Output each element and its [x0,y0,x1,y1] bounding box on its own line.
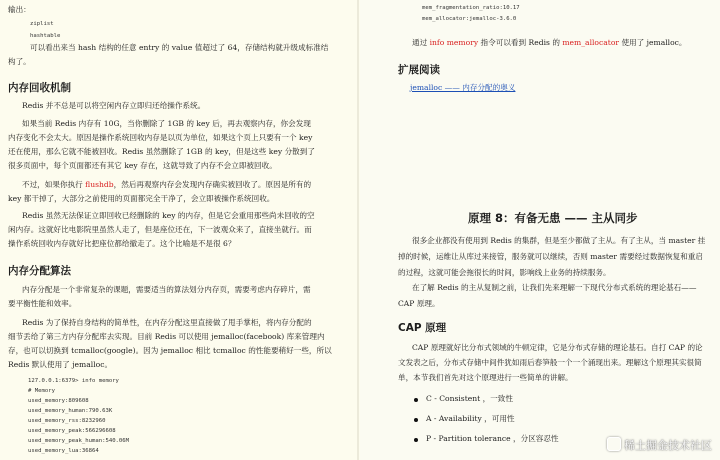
list-item: C - Consistent ，一致性 [426,394,513,403]
code-line: ziplist [30,21,54,27]
paragraph-line: 文发表之后，分布式存储中间件犹如雨后春笋般一个一个涌现出来。理解这个原理其实很简 [398,358,702,367]
bullet-dot [414,418,418,422]
paragraph-line: 还在使用，那么它就不能被回收。Redis 虽然删除了 1GB 的 key，但是这些 key 分散到了 [8,147,315,156]
info-memory-highlight: info memory [429,38,479,47]
principle-title: 原理 8：有备无患 —— 主从同步 [468,211,638,225]
bullet-dot [414,438,418,442]
paragraph-line: Redis 默认使用了 jemalloc。 [8,360,113,369]
left-page [0,0,356,460]
paragraph-line: Redis 并不总是可以将空闲内存立即归还给操作系统。 [22,101,206,110]
watermark-logo-icon [607,437,621,451]
watermark-text: 稀土掘金技术社区 [624,439,712,452]
paragraph-line: 闲内存。这就好比电影院里虽然人走了，但是座位还在，下一波观众来了，直接坐就行。而 [8,225,312,234]
section-title-memory-reclaim: 内存回收机制 [8,82,71,94]
code-line: used_memory_peak:566296608 [28,428,116,434]
code-line: mem_fragmentation_ratio:10.17 [422,5,520,11]
paragraph-line: 的过程，这就可能会拖很长的时间，影响线上业务的持续服务。 [398,268,611,277]
paragraph-line: 要平衡性能和效率。 [8,299,77,308]
paragraph-line: 细节丢给了第三方内存分配库去实现。目前 Redis 可以使用 jemalloc(facebook) 库来管理内 [8,332,325,341]
code-line: used_memory_lua:36864 [28,448,99,454]
paragraph-line: 不过，如果你执行 flushdb，然后再观察内存会发现内存确实被回收了。原因是所有的 [22,180,312,189]
code-line: used_memory:809608 [28,398,89,404]
paragraph-line: 内存分配是一个非常复杂的课题，需要适当的算法划分内存页，需要考虑内存碎片，需 [22,285,311,294]
paragraph-line: 通过 info memory 指令可以看到 Redis 的 mem_allocator 使用了 jemalloc。 [412,38,687,47]
code-line: used_memory_rss:8232960 [28,418,106,424]
code-line: hashtable [30,33,61,39]
paragraph-line: CAP 原理就好比分布式领域的牛顿定律，它是分布式存储的理论基石。自打 CAP 的论 [412,343,703,352]
code-line: # Memory [28,388,55,394]
paragraph-line: 内存变化不会太大。原因是操作系统回收内存是以页为单位，如果这个页上只要有一个 key [8,133,313,142]
paragraph-line: 如果当前 Redis 内存有 10G，当你删除了 1GB 的 key 后，再去观察内存，你会发现 [22,119,311,128]
paragraph-line: key 都干掉了，大部分之前使用的页面都完全干净了，会立即被操作系统回收。 [8,194,275,203]
paragraph-line: 很多页面中，每个页面都还有其它 key 存在，这就导致了内存不会立即被回收。 [8,161,277,170]
page-divider [357,0,359,460]
code-line: used_memory_peak_human:540.06M [28,438,130,444]
section-title-further-reading: 扩展阅读 [398,64,440,76]
paragraph-line: 操作系统回收内存就好比把座位都给撤走了。这个比喻是不是很 6？ [8,239,236,248]
section-title-cap: CAP 原理 [398,322,447,334]
paragraph-line: 掉的时候，运维让从库过来接管，服务就可以继续，否则 master 需要经过数据恢复和重启 [398,252,703,261]
paragraph-line: 单，本节我们首先对这个原理进行一些简单的讲解。 [398,373,573,382]
flushdb-highlight: flushdb [85,180,114,189]
list-item: P - Partition tolerance ，分区容忍性 [426,434,559,443]
paragraph-line: CAP 原理。 [398,299,440,308]
output-label: 输出： [8,5,31,14]
paragraph-line: 可以看出来当 hash 结构的任意 entry 的 value 值超过了 64，存储结构就升级成标准结 [30,43,329,52]
list-item: A - Availability ，可用性 [426,414,515,423]
paragraph-line: Redis 虽然无法保证立即回收已经删除的 key 的内存，但是它会重用那些尚未回收的空 [22,211,315,220]
jemalloc-link[interactable]: jemalloc —— 内存分配的奥义 [410,83,516,92]
code-line: 127.0.0.1:6379> info memory [28,378,119,384]
paragraph-line: 构了。 [8,57,31,66]
right-page [360,0,720,460]
bullet-dot [414,398,418,402]
watermark [607,437,712,453]
paragraph-line: 存，也可以切换到 tcmalloc(google)。因为 jemalloc 相比 tcmalloc 的性能要稍好一些，所以 [8,346,332,355]
paragraph-line: 在了解 Redis 的主从复制之前，让我们先来理解一下现代分布式系统的理论基石—— [412,283,697,292]
mem-allocator-highlight: mem_allocator [562,38,620,47]
code-line: mem_allocator:jemalloc-3.6.0 [422,16,517,22]
code-line: used_memory_human:790.63K [28,408,113,414]
section-title-memory-allocation: 内存分配算法 [8,265,71,277]
paragraph-line: Redis 为了保持自身结构的简单性，在内存分配这里直接做了甩手掌柜，将内存分配的 [22,318,312,327]
paragraph-line: 很多企业都没有使用到 Redis 的集群，但是至少都做了主从。有了主从，当 master 挂 [412,236,706,245]
